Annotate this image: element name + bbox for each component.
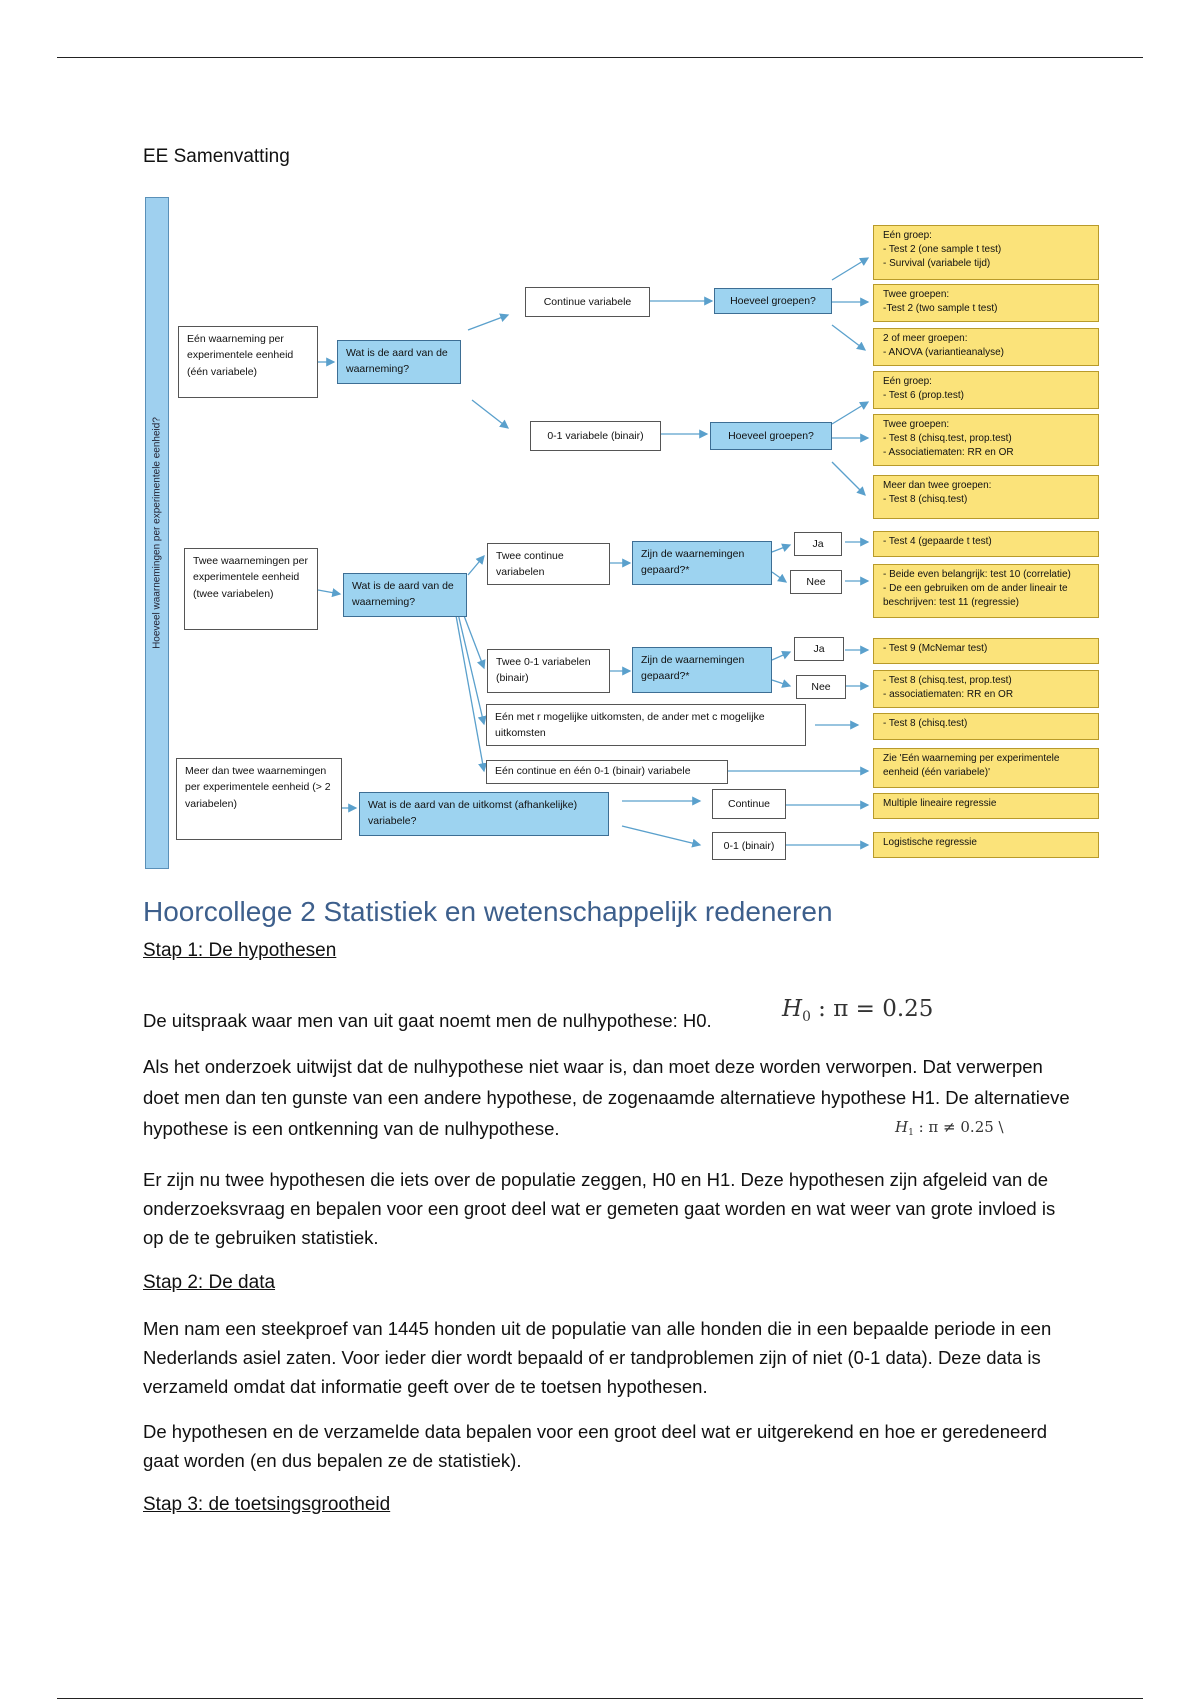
result-line: Multiple lineaire regressie [883, 798, 997, 809]
formula-h1-lhs: H [895, 1118, 909, 1136]
result-multiple-linear-regression [873, 793, 1099, 819]
step-3-title: Stap 3: de toetsingsgrootheid [143, 1494, 391, 1515]
groups-question-binary: Hoeveel groepen? [710, 422, 832, 450]
result-line: Twee groepen: [883, 289, 950, 300]
result-line: - Test 2 (one sample t test) [883, 244, 1002, 255]
result-line: - Test 6 (prop.test) [883, 390, 964, 401]
side-question-bar [145, 197, 169, 869]
paragraph-data: Men nam een steekproef van 1445 honden uit de populatie van alle honden die in een bepaalde periode in een Nederlands asiel zaten. Voor ieder dier wordt bepaald of er tandproblemen zijn of niet (0-1 data). Deze data is verzameld omdat dat informatie geeft over de te toetsen hypothesen. [143, 1318, 1052, 1397]
result-line: Eén groep: [883, 230, 932, 241]
result-line: Twee groepen: [883, 419, 950, 430]
result-line: 2 of meer groepen: [883, 333, 968, 344]
step-1-title: Stap 1: De hypothesen [143, 940, 337, 961]
more-observations-box: Meer dan twee waarnemingen per experimentele eenheid (> 2 variabelen) [176, 758, 342, 840]
paired-no-continuous: Nee [790, 570, 842, 594]
bottom-rule [57, 1698, 1143, 1699]
result-line: - Test 8 (chisq.test) [883, 718, 968, 729]
continuous-variable-box: Continue variabele [525, 287, 650, 317]
groups-question-continuous: Hoeveel groepen? [714, 288, 832, 314]
formula-h1-rhs: : π ≠ 0.25 \ [913, 1118, 1004, 1136]
result-chisq [873, 713, 1099, 740]
result-line: - De een gebruiken om de ander lineair te beschrijven: test 11 (regressie) [883, 583, 1068, 608]
paragraph-null-hypothesis: De uitspraak waar men van uit gaat noemt men de nulhypothese: H0. [143, 1010, 712, 1031]
paired-yes-continuous: Ja [794, 532, 842, 556]
result-two-groups-continuous [873, 284, 1099, 322]
result-one-group-continuous [873, 225, 1099, 280]
result-one-group-binary [873, 371, 1099, 409]
formula-h0 [782, 996, 933, 1025]
document-title: EE Samenvatting [143, 146, 290, 167]
result-line: - Test 4 (gepaarde t test) [883, 536, 992, 547]
result-paired-t-test [873, 531, 1099, 557]
paired-question-continuous: Zijn de waarnemingen gepaard?* [632, 541, 772, 585]
two-observations-box: Twee waarnemingen per experimentele eenheid (twee variabelen) [184, 548, 318, 630]
side-question-label: Hoeveel waarnemingen per experimentele eenheid? [151, 417, 163, 649]
section-heading: Hoorcollege 2 Statistiek en wetenschappelijk redeneren [143, 896, 833, 927]
continuous-and-binary-box: Eén continue en één 0-1 (binair) variabele [486, 760, 728, 784]
result-line: - Test 8 (chisq.test, prop.test) [883, 433, 1012, 444]
result-more-groups-binary [873, 475, 1099, 519]
one-observation-box: Eén waarneming per experimentele eenheid (één variabele) [178, 326, 318, 398]
two-observations-question: Wat is de aard van de waarneming? [343, 573, 467, 617]
result-line: - Associatiematen: RR en OR [883, 447, 1014, 458]
formula-h1-sub: 1 [908, 1128, 914, 1139]
outcome-binary-box: 0-1 (binair) [712, 832, 786, 860]
outcome-variable-question: Wat is de aard van de uitkomst (afhankelijke) variabele? [359, 792, 609, 836]
step-2-title: Stap 2: De data [143, 1272, 276, 1293]
result-line: - Test 8 (chisq.test, prop.test) [883, 675, 1012, 686]
result-more-groups-continuous [873, 328, 1099, 366]
result-line: Logistische regressie [883, 837, 977, 848]
formula-h0-sub: 0 [802, 1008, 811, 1025]
paragraph-alternative-hypothesis: Als het onderzoek uitwijst dat de nulhypothese niet waar is, dan moet deze worden verworpen. Dat verwerpen doet men dan ten gunste van een andere hypothese, de zogenaamde alternatieve hypothese H1. De alternatieve hypothese is een ontkenning van de nulhypothese. [143, 1056, 1070, 1139]
result-line: Meer dan twee groepen: [883, 480, 992, 491]
formula-h1 [895, 1118, 1004, 1138]
result-line: Eén groep: [883, 376, 932, 387]
paired-question-binary: Zijn de waarnemingen gepaard?* [632, 647, 772, 693]
two-continuous-box: Twee continue variabelen [487, 543, 610, 585]
result-line: - associatiematen: RR en OR [883, 689, 1014, 700]
paired-yes-binary: Ja [794, 637, 844, 661]
result-logistic-regression [873, 832, 1099, 858]
result-line: - Survival (variabele tijd) [883, 258, 991, 269]
result-see-one-observation [873, 748, 1099, 788]
paragraph-two-hypotheses: Er zijn nu twee hypothesen die iets over de populatie zeggen, H0 en H1. Deze hypothesen zijn afgeleid van de onderzoeksvraag en bepalen voor een groot deel wat er gemeten gaat worden en wat weer van grote invloed is op de te gebruiken statistiek. [143, 1169, 1056, 1248]
result-two-groups-binary [873, 414, 1099, 466]
paragraph-data-statistics: De hypothesen en de verzamelde data bepalen voor een groot deel wat er uitgerekend en hoe er geredeneerd gaat worden (en dus bepalen ze de statistiek). [143, 1421, 1048, 1471]
result-line: Zie 'Eén waarneming per experimentele eenheid (één variabele)' [883, 753, 1060, 778]
result-line: - Test 8 (chisq.test) [883, 494, 968, 505]
one-observation-question: Wat is de aard van de waarneming? [337, 340, 461, 384]
result-line: - Test 9 (McNemar test) [883, 643, 988, 654]
outcome-continuous-box: Continue [712, 789, 786, 819]
result-line: -Test 2 (two sample t test) [883, 303, 998, 314]
result-mcnemar [873, 638, 1099, 664]
result-line: - ANOVA (variantieanalyse) [883, 347, 1004, 358]
paired-no-binary: Nee [796, 675, 846, 699]
formula-h0-rhs: : π = 0.25 [810, 996, 934, 1022]
formula-h0-lhs: H [782, 996, 803, 1022]
two-binary-box: Twee 0-1 variabelen (binair) [487, 649, 610, 693]
result-correlation-regression [873, 564, 1099, 618]
result-line: - Beide even belangrijk: test 10 (correlatie) [883, 569, 1071, 580]
rc-outcomes-box: Eén met r mogelijke uitkomsten, de ander met c mogelijke uitkomsten [486, 704, 806, 746]
binary-variable-box: 0-1 variabele (binair) [530, 421, 661, 451]
result-chisq-association [873, 670, 1099, 708]
